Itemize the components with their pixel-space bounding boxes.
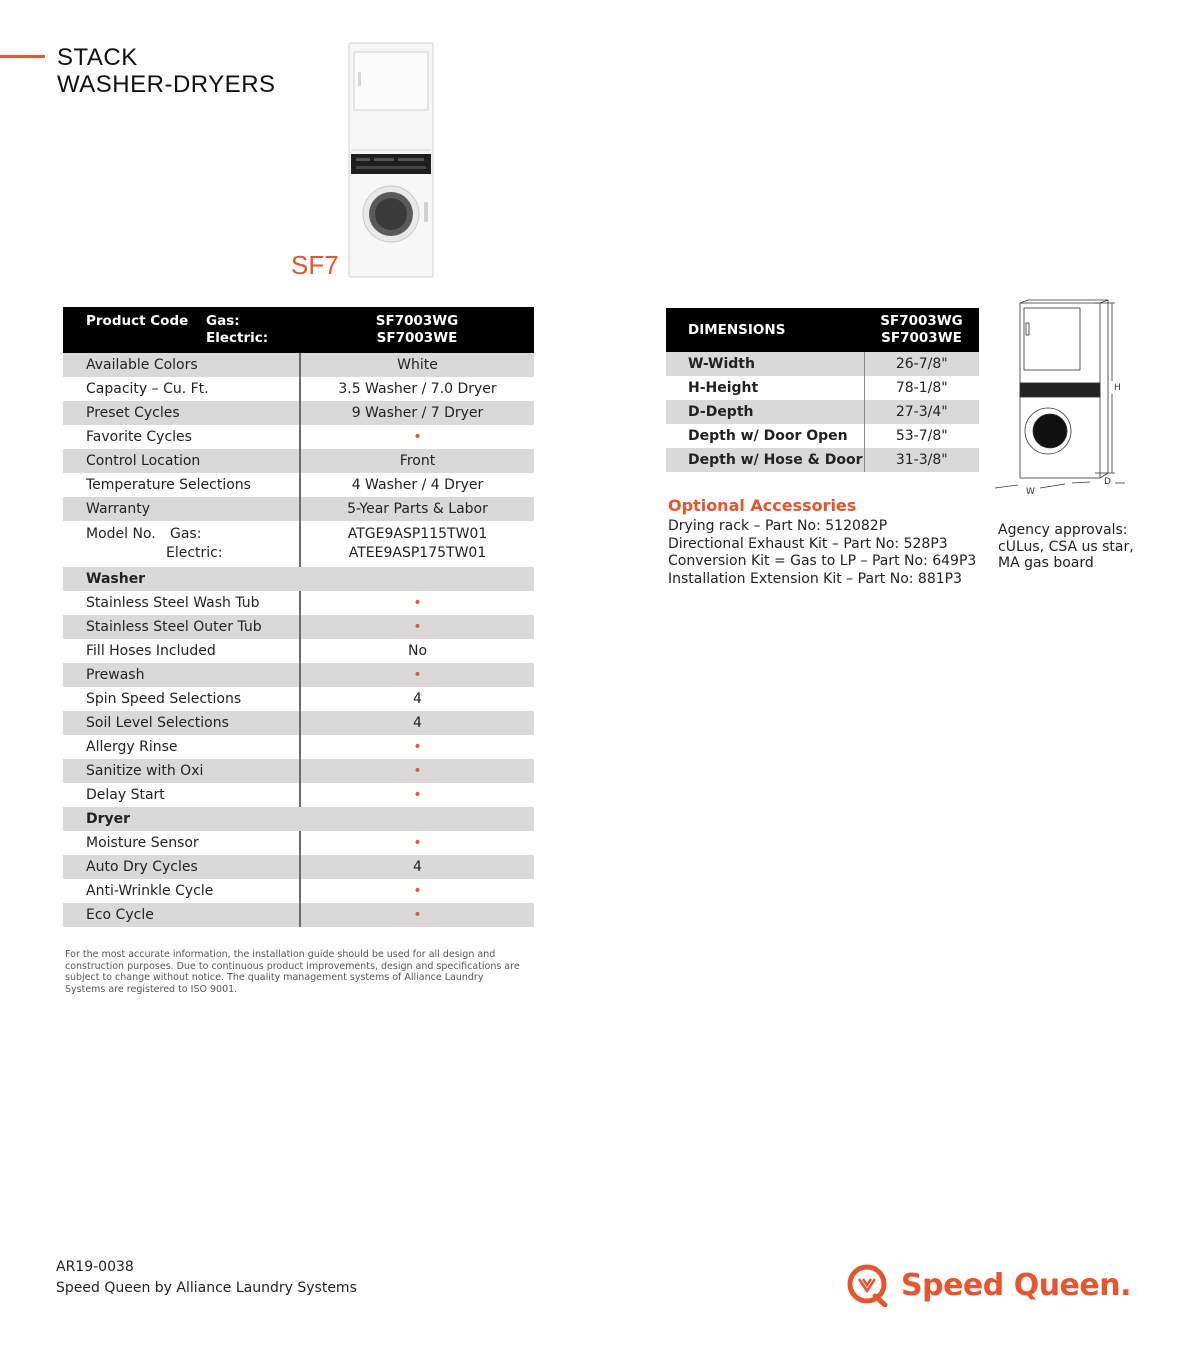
dimension-diagram — [990, 298, 1135, 498]
table-row: Spin Speed Selections 4 — [63, 687, 534, 711]
feature-dot: • — [300, 831, 534, 855]
logo-q-icon — [845, 1263, 889, 1307]
table-row: Favorite Cycles • — [63, 425, 534, 449]
accessories-title: Optional Accessories — [668, 496, 857, 515]
page-title-line1: STACK — [57, 44, 138, 71]
table-row: D-Depth 27-3/4" — [666, 400, 979, 424]
company-name: Speed Queen by Alliance Laundry Systems — [56, 1280, 357, 1296]
feature-dot: • — [300, 591, 534, 615]
dimensions-code1: SF7003WG — [880, 313, 963, 329]
table-row: Stainless Steel Wash Tub • — [63, 591, 534, 615]
gas-label: Gas: — [206, 313, 240, 329]
dimensions-header — [666, 308, 979, 352]
feature-dot: • — [300, 615, 534, 639]
table-row: Preset Cycles 9 Washer / 7 Dryer — [63, 401, 534, 425]
feature-dot: • — [300, 903, 534, 927]
speed-queen-logo — [845, 1262, 1155, 1308]
model-no-label: Model No. — [86, 526, 156, 542]
diagram-h-label: H — [1114, 383, 1121, 393]
dryer-section-header: Dryer — [63, 807, 534, 831]
table-row: Stainless Steel Outer Tub • — [63, 615, 534, 639]
table-row: Available Colors White — [63, 353, 534, 377]
accent-bar — [0, 55, 45, 58]
table-row: Warranty 5-Year Parts & Labor — [63, 497, 534, 521]
model-electric-value: ATEE9ASP175TW01 — [348, 545, 487, 561]
table-row: Anti-Wrinkle Cycle • — [63, 879, 534, 903]
feature-dot: • — [300, 425, 534, 449]
table-row: Prewash • — [63, 663, 534, 687]
table-row: Capacity – Cu. Ft. 3.5 Washer / 7.0 Dryer — [63, 377, 534, 401]
table-row: Allergy Rinse • — [63, 735, 534, 759]
table-row: Eco Cycle • — [63, 903, 534, 927]
feature-dot: • — [300, 879, 534, 903]
table-row: Soil Level Selections 4 — [63, 711, 534, 735]
electric-label: Electric: — [206, 330, 269, 346]
table-row: Control Location Front — [63, 449, 534, 473]
page-title — [57, 44, 276, 98]
disclaimer: For the most accurate information, the installation guide should be used for all design and construction purposes. Due to continuous product improvements, design and specifications are subject to change without notice. The quality management systems of Alliance Laundry Systems are registered to ISO 9001. — [65, 949, 520, 995]
model-gas-label: Gas: — [170, 526, 202, 542]
dimensions-table — [666, 308, 979, 472]
dimensions-code2: SF7003WE — [881, 330, 962, 346]
product-code-label: Product Code — [86, 313, 189, 329]
page-title-line2: WASHER-DRYERS — [57, 71, 276, 98]
dimensions-label: DIMENSIONS — [666, 308, 864, 352]
table-row: Depth w/ Hose & Door 31-3/8" — [666, 448, 979, 472]
approvals-line: cULus, CSA us star, — [998, 538, 1134, 555]
agency-approvals — [998, 522, 1178, 572]
spec-table — [63, 307, 534, 927]
table-row: Sanitize with Oxi • — [63, 759, 534, 783]
model-electric-label: Electric: — [166, 545, 223, 561]
product-image — [348, 42, 434, 278]
feature-dot: • — [300, 735, 534, 759]
washer-section-header: Washer — [63, 567, 534, 591]
model-gas-value: ATGE9ASP115TW01 — [347, 526, 488, 542]
footer — [56, 1257, 357, 1299]
accessory-item: Directional Exhaust Kit – Part No: 528P3 — [668, 535, 948, 552]
accessory-item: Drying rack – Part No: 512082P — [668, 518, 888, 534]
table-row: H-Height 78-1/8" — [666, 376, 979, 400]
table-row: Moisture Sensor • — [63, 831, 534, 855]
table-row: Temperature Selections 4 Washer / 4 Dryer — [63, 473, 534, 497]
diagram-d-label: D — [1104, 477, 1111, 487]
optional-accessories — [668, 496, 988, 588]
table-row: Auto Dry Cycles 4 — [63, 855, 534, 879]
feature-dot: • — [300, 663, 534, 687]
approvals-line: MA gas board — [998, 555, 1094, 571]
approvals-line: Agency approvals: — [998, 522, 1128, 538]
model-number-row — [63, 521, 534, 567]
gas-code: SF7003WG — [375, 313, 459, 329]
logo-text: Speed Queen. — [901, 1267, 1132, 1303]
table-row: Delay Start • — [63, 783, 534, 807]
doc-code: AR19-0038 — [56, 1259, 134, 1275]
table-row: Depth w/ Door Open 53-7/8" — [666, 424, 979, 448]
model-label: SF7 — [291, 250, 339, 280]
electric-code: SF7003WE — [376, 330, 458, 346]
spec-table-header — [63, 307, 534, 353]
table-row: W-Width 26-7/8" — [666, 352, 979, 376]
table-row: Fill Hoses Included No — [63, 639, 534, 663]
diagram-w-label: W — [1026, 487, 1035, 497]
feature-dot: • — [300, 783, 534, 807]
accessory-item: Installation Extension Kit – Part No: 881P3 — [668, 570, 962, 587]
feature-dot: • — [300, 759, 534, 783]
accessory-item: Conversion Kit = Gas to LP – Part No: 649P3 — [668, 553, 977, 569]
